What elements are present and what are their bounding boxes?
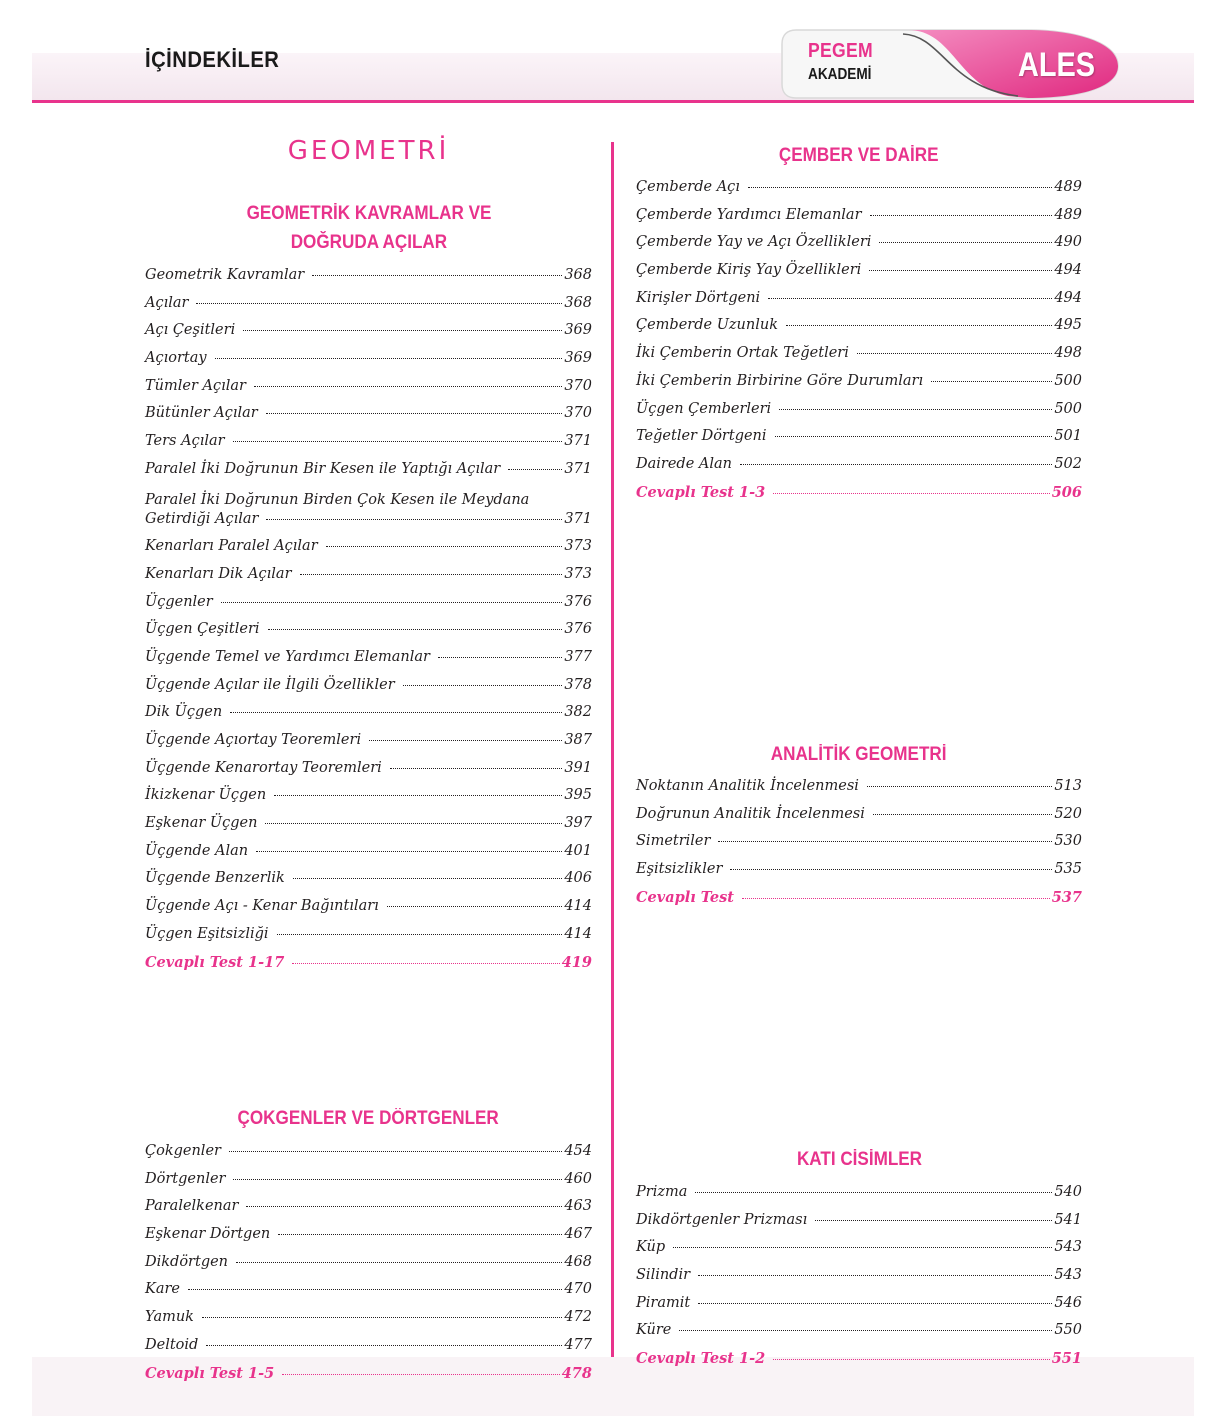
toc-entry-label: Piramit — [636, 1294, 691, 1311]
toc-entry-label: Üçgen Çemberleri — [636, 400, 772, 417]
toc-entry — [636, 428, 1082, 456]
toc-entry — [145, 843, 592, 871]
toc-entry-label: Geometrik Kavramlar — [145, 267, 305, 283]
toc-entry-label-line1: Paralel İki Doğrunun Birden Çok Kesen ile Meydana — [145, 491, 530, 508]
toc-entry — [636, 1239, 1082, 1267]
toc-entry-page: 502 — [1054, 455, 1082, 472]
toc-entry-page: 414 — [564, 925, 592, 942]
toc-entry — [145, 1281, 592, 1309]
dot-leader — [233, 1179, 562, 1180]
toc-entry-label: Doğrunun Analitik İncelenmesi — [636, 805, 865, 822]
toc-entry-page: 406 — [564, 870, 592, 887]
section-title: ANALİTİK GEOMETRİ — [771, 744, 947, 765]
toc-entry — [145, 461, 592, 489]
toc-entry — [145, 538, 592, 566]
dot-leader — [768, 298, 1052, 299]
toc-entry — [636, 317, 1082, 345]
toc-list — [145, 267, 592, 981]
toc-entry — [636, 1322, 1082, 1350]
toc-entry-page: 500 — [1054, 372, 1082, 389]
toc-entry — [636, 373, 1082, 401]
toc-entry-page: 376 — [564, 593, 592, 610]
dot-leader — [773, 1359, 1049, 1360]
brand-name: PEGEM — [808, 40, 873, 62]
toc-entry-page: 370 — [564, 405, 592, 422]
toc-entry — [636, 1184, 1082, 1212]
dot-leader — [718, 841, 1052, 842]
dot-leader — [775, 436, 1053, 437]
toc-entry — [636, 484, 1082, 512]
toc-entry-page: 373 — [564, 565, 592, 582]
toc-entry-page: 387 — [564, 732, 592, 748]
toc-entry-page: 395 — [564, 787, 592, 804]
toc-entry-page: 537 — [1051, 888, 1082, 906]
dot-leader — [282, 1374, 559, 1375]
toc-entry — [636, 207, 1082, 235]
dot-leader — [256, 851, 562, 852]
dot-leader — [230, 712, 562, 713]
toc-entry-page: 371 — [564, 460, 592, 477]
toc-entry-page: 371 — [564, 510, 592, 527]
toc-entry — [145, 405, 592, 433]
dot-leader — [292, 963, 559, 964]
toc-entry-label: Küre — [636, 1322, 672, 1339]
toc-entry-label: Dik Üçgen — [145, 704, 223, 721]
dot-leader — [215, 358, 563, 359]
toc-entry — [145, 566, 592, 594]
dot-leader — [673, 1247, 1052, 1248]
toc-entry-page: 397 — [564, 815, 592, 832]
toc-entry-label: Paralelkenar — [145, 1198, 239, 1215]
toc-entry-page: 378 — [564, 676, 592, 693]
toc-entry — [145, 926, 592, 954]
dot-leader — [233, 441, 563, 442]
toc-entry-page: 414 — [564, 898, 592, 915]
dot-leader — [196, 303, 562, 304]
toc-entry-page: 506 — [1051, 483, 1082, 501]
dot-leader — [679, 1330, 1052, 1331]
dot-leader — [869, 270, 1052, 271]
toc-entry-page: 551 — [1051, 1350, 1082, 1368]
toc-entry-page: 460 — [564, 1170, 592, 1187]
dot-leader — [695, 1192, 1052, 1193]
toc-entry-label: Deltoid — [145, 1336, 199, 1353]
toc-entry-page: 546 — [1054, 1294, 1082, 1311]
toc-entry-label: Simetriler — [636, 833, 711, 850]
toc-list — [636, 179, 1082, 511]
toc-entry — [145, 594, 592, 622]
dot-leader — [278, 1234, 562, 1235]
column-divider — [611, 142, 614, 1416]
toc-entry-label: Dairede Alan — [636, 455, 732, 472]
exam-badge: ALES — [1018, 46, 1096, 84]
page-title: İÇİNDEKİLER — [145, 47, 280, 72]
toc-entry-label: Dörtgenler — [145, 1170, 226, 1187]
toc-entry-label: Teğetler Dörtgeni — [636, 428, 767, 445]
toc-entry-label: Eşkenar Dörtgen — [145, 1226, 271, 1243]
toc-entry-page: 369 — [564, 322, 592, 339]
toc-entry-label: Cevaplı Test 1-17 — [145, 953, 285, 971]
section-title: GEOMETRİK KAVRAMLAR VE DOĞRUDA AÇILAR — [246, 203, 491, 253]
toc-entry-label: Cevaplı Test 1-5 — [145, 1364, 275, 1382]
toc-entry-page: 489 — [1054, 179, 1082, 195]
dot-leader — [369, 740, 562, 741]
toc-entry-page: 498 — [1054, 345, 1082, 362]
dot-leader — [748, 187, 1052, 188]
toc-entry-label: Dikdörtgen — [145, 1253, 229, 1270]
dot-leader — [266, 413, 563, 414]
toc-entry-label: Açılar — [145, 294, 189, 311]
toc-entry-page: 382 — [564, 704, 592, 721]
toc-entry-page: 550 — [1054, 1322, 1082, 1339]
toc-entry-label: Üçgende Açıortay Teoremleri — [145, 732, 362, 748]
dot-leader — [786, 325, 1052, 326]
toc-entry — [145, 433, 592, 461]
dot-leader — [742, 898, 1050, 899]
toc-entry-label: Ters Açılar — [145, 433, 225, 450]
toc-entry-page: 530 — [1054, 833, 1082, 850]
toc-entry — [636, 345, 1082, 373]
dot-leader — [730, 869, 1052, 870]
toc-entry — [145, 898, 592, 926]
toc-entry — [145, 621, 592, 649]
dot-leader — [293, 878, 563, 879]
toc-entry-page: 513 — [1054, 778, 1082, 794]
toc-entry — [145, 760, 592, 788]
dot-leader — [236, 1262, 562, 1263]
toc-entry-label: Küp — [636, 1239, 666, 1256]
toc-entry-page: 468 — [564, 1253, 592, 1270]
dot-leader — [243, 330, 562, 331]
toc-entry-label: Üçgende Açı - Kenar Bağıntıları — [145, 898, 379, 915]
toc-entry-page: 391 — [564, 759, 592, 776]
toc-entry — [145, 1171, 592, 1199]
toc-entry — [636, 234, 1082, 262]
toc-entry — [145, 732, 592, 760]
toc-entry — [145, 677, 592, 705]
dot-leader — [387, 906, 563, 907]
toc-entry-label: Silindir — [636, 1267, 691, 1284]
toc-entry-label: Çemberde Uzunluk — [636, 317, 778, 334]
section-title: ÇOKGENLER VE DÖRTGENLER — [237, 1108, 500, 1129]
toc-entry — [145, 1254, 592, 1282]
section-title: ÇEMBER VE DAİRE — [779, 145, 939, 166]
toc-entry-page: 371 — [564, 433, 592, 450]
toc-entry-page: 490 — [1054, 234, 1082, 251]
dot-leader — [266, 519, 562, 520]
toc-entry-label: Kare — [145, 1281, 180, 1298]
toc-entry — [145, 815, 592, 843]
toc-entry — [145, 870, 592, 898]
toc-entry — [145, 1337, 592, 1365]
toc-entry — [145, 704, 592, 732]
toc-entry-label: Yamuk — [145, 1309, 194, 1326]
toc-entry-label: Getirdiği Açılar — [145, 510, 259, 527]
dot-leader — [403, 685, 563, 686]
toc-entry-label: Kirişler Dörtgeni — [636, 289, 761, 306]
dot-leader — [740, 464, 1052, 465]
toc-entry-page: 373 — [564, 538, 592, 555]
toc-entry-page: 500 — [1054, 400, 1082, 417]
toc-entry — [636, 1267, 1082, 1295]
dot-leader — [312, 275, 562, 276]
toc-entry-label: Açı Çeşitleri — [145, 322, 236, 339]
toc-entry-label: Üçgen Eşitsizliği — [145, 925, 269, 942]
dot-leader — [857, 353, 1052, 354]
toc-entry-label: Cevaplı Test 1-2 — [636, 1350, 766, 1368]
toc-entry — [145, 1309, 592, 1337]
toc-list — [636, 778, 1082, 916]
toc-entry-page: 370 — [564, 377, 592, 394]
toc-entry — [145, 267, 592, 295]
toc-entry-label: Çokgenler — [145, 1143, 221, 1159]
toc-entry — [145, 350, 592, 378]
dot-leader — [277, 934, 563, 935]
toc-entry-label: Çemberde Açı — [636, 179, 740, 195]
toc-entry — [636, 806, 1082, 834]
toc-entry-label: Eşkenar Üçgen — [145, 815, 258, 832]
toc-entry-label: Çemberde Kiriş Yay Özellikleri — [636, 262, 862, 279]
toc-entry — [636, 262, 1082, 290]
dot-leader — [508, 469, 562, 470]
toc-entry-page: 470 — [564, 1281, 592, 1298]
dot-leader — [326, 546, 563, 547]
toc-entry — [145, 954, 592, 982]
toc-entry — [145, 1365, 592, 1393]
toc-entry-page: 494 — [1054, 289, 1082, 306]
toc-entry-page: 478 — [561, 1364, 592, 1382]
toc-entry — [636, 401, 1082, 429]
dot-leader — [300, 574, 563, 575]
toc-entry-page: 495 — [1054, 317, 1082, 334]
brand-logo — [778, 26, 1123, 101]
dot-leader — [873, 814, 1052, 815]
toc-entry-label: Bütünler Açılar — [145, 405, 258, 422]
toc-entry — [145, 378, 592, 406]
toc-entry-label: Noktanın Analitik İncelenmesi — [636, 778, 859, 794]
section-title: KATI CİSİMLER — [796, 1149, 922, 1170]
toc-entry — [145, 787, 592, 815]
toc-entry-label: İki Çemberin Birbirine Göre Durumları — [636, 372, 924, 389]
toc-entry — [636, 1295, 1082, 1323]
toc-entry — [636, 179, 1082, 207]
dot-leader — [867, 786, 1052, 787]
dot-leader — [931, 381, 1052, 382]
toc-entry-label: Açıortay — [145, 350, 207, 367]
dot-leader — [265, 823, 562, 824]
toc-entry-label: Cevaplı Test 1-3 — [636, 483, 766, 501]
toc-entry-page: 543 — [1054, 1239, 1082, 1256]
toc-entry-page: 494 — [1054, 262, 1082, 279]
dot-leader — [698, 1303, 1052, 1304]
dot-leader — [870, 215, 1053, 216]
toc-entry-page: 535 — [1054, 861, 1082, 878]
toc-entry — [636, 290, 1082, 318]
toc-entry-label: Üçgende Benzerlik — [145, 870, 285, 887]
toc-entry — [145, 1226, 592, 1254]
toc-entry-page: 463 — [564, 1198, 592, 1215]
toc-entry-label: Paralel İki Doğrunun Bir Kesen ile Yaptığı Açılar — [145, 460, 501, 477]
toc-list — [636, 1184, 1082, 1378]
toc-entry-page: 369 — [564, 350, 592, 367]
toc-entry — [145, 322, 592, 350]
toc-entry-label: Prizma — [636, 1184, 688, 1200]
toc-entry — [145, 1198, 592, 1226]
toc-entry-page: 368 — [564, 267, 592, 283]
toc-entry-label: Üçgen Çeşitleri — [145, 621, 260, 638]
toc-entry — [145, 649, 592, 677]
toc-entry — [636, 861, 1082, 889]
toc-entry-page: 467 — [564, 1226, 592, 1243]
dot-leader — [202, 1317, 562, 1318]
toc-entry — [636, 833, 1082, 861]
toc-entry-label: Çemberde Yay ve Açı Özellikleri — [636, 234, 872, 251]
toc-entry-page: 419 — [561, 953, 592, 971]
toc-entry-label: Üçgende Alan — [145, 842, 249, 859]
toc-entry-label: Kenarları Paralel Açılar — [145, 538, 318, 555]
dot-leader — [229, 1151, 562, 1152]
toc-entry — [145, 1143, 592, 1171]
toc-entry-page: 401 — [564, 842, 592, 859]
toc-entry-label: Cevaplı Test — [636, 888, 735, 906]
toc-entry-label: Üçgende Açılar ile İlgili Özellikler — [145, 676, 395, 693]
toc-entry — [636, 1350, 1082, 1378]
toc-entry-label: İki Çemberin Ortak Teğetleri — [636, 345, 849, 362]
toc-entry — [636, 456, 1082, 484]
toc-entry-page: 489 — [1054, 206, 1082, 223]
dot-leader — [879, 242, 1052, 243]
dot-leader — [254, 386, 562, 387]
dot-leader — [779, 409, 1052, 410]
dot-leader — [438, 657, 562, 658]
toc-entry-label: Çemberde Yardımcı Elemanlar — [636, 206, 862, 223]
main-title: GEOMETRİ — [287, 136, 450, 166]
toc-entry — [636, 1212, 1082, 1240]
toc-entry-page: 454 — [564, 1143, 592, 1159]
toc-entry-page: 540 — [1054, 1184, 1082, 1200]
toc-entry-label: Tümler Açılar — [145, 377, 246, 394]
toc-entry-page: 477 — [564, 1336, 592, 1353]
toc-entry-label: Üçgende Kenarortay Teoremleri — [145, 759, 382, 776]
dot-leader — [206, 1345, 562, 1346]
toc-entry-label: Eşitsizlikler — [636, 861, 723, 878]
dot-leader — [274, 795, 562, 796]
toc-entry — [145, 295, 592, 323]
dot-leader — [815, 1220, 1052, 1221]
dot-leader — [246, 1206, 562, 1207]
toc-entry — [145, 489, 592, 539]
toc-entry-page: 520 — [1054, 805, 1082, 822]
toc-entry — [636, 889, 1082, 917]
toc-entry-page: 472 — [564, 1309, 592, 1326]
dot-leader — [221, 602, 563, 603]
toc-entry-page: 368 — [564, 294, 592, 311]
toc-entry-label: Kenarları Dik Açılar — [145, 565, 292, 582]
toc-entry-page: 541 — [1054, 1211, 1082, 1228]
toc-entry-label: Dikdörtgenler Prizması — [636, 1211, 808, 1228]
toc-entry — [636, 778, 1082, 806]
dot-leader — [390, 768, 563, 769]
toc-entry-label: Üçgende Temel ve Yardımcı Elemanlar — [145, 648, 430, 665]
dot-leader — [773, 493, 1049, 494]
dot-leader — [698, 1275, 1052, 1276]
toc-entry-page: 543 — [1054, 1267, 1082, 1284]
brand-sub: AKADEMİ — [808, 66, 872, 83]
toc-entry-page: 501 — [1054, 428, 1082, 445]
toc-list — [145, 1143, 592, 1392]
toc-entry-label: İkizkenar Üçgen — [145, 787, 267, 804]
toc-entry-page: 376 — [564, 621, 592, 638]
toc-entry-label: Üçgenler — [145, 593, 213, 610]
toc-entry-page: 377 — [564, 648, 592, 665]
dot-leader — [268, 629, 563, 630]
dot-leader — [188, 1289, 562, 1290]
